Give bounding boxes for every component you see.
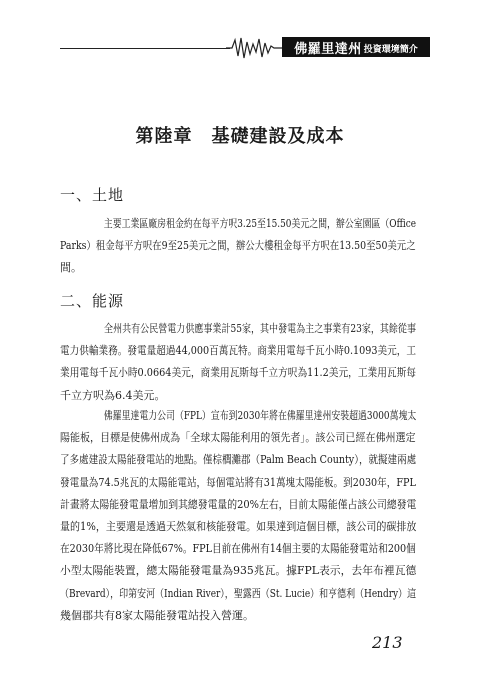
section-heading-energy: 二、能源 — [60, 292, 125, 310]
text-line: 業用電每千瓦小時0.0664美元，商業用瓦斯每千立方呎為11.2美元，工業用瓦斯每 — [60, 366, 416, 380]
header-banner — [282, 37, 430, 57]
text-line: 主要工業區廠房租金約在每平方呎3.25至15.50美元之間，辦公室園區（Office — [86, 217, 417, 230]
text-line: 發電量為74.5兆瓦的太陽能電站，每個電站將有31萬塊太陽能板。到2030年，FPL — [60, 475, 416, 489]
text-line: 陽能板，目標是使佛州成為「全球太陽能利用的領先者」。該公司已經在佛州選定 — [60, 431, 416, 445]
text-line: 在2030年將比現在降低67%。FPL目前在佛州有14個主要的太陽能發電站和200個 — [60, 542, 416, 556]
text-line: 小型太陽能裝置，總太陽能發電量為935兆瓦。據FPL表示，去年布裡瓦德 — [60, 564, 417, 578]
paragraph-land — [60, 213, 417, 280]
header-title-main: 佛羅里達州 — [294, 41, 362, 57]
chapter-title: 第陸章 基礎建設及成本 — [135, 126, 345, 147]
header-title-sub: 投資環境簡介 — [363, 45, 418, 55]
section-heading-land: 一、土地 — [60, 186, 125, 204]
text-line: 千立方呎為6.4美元。 — [60, 388, 166, 402]
text-line: （Brevard），印第安河（Indian River），聖露西（St. Lucie）和亨德利（Hendry）這 — [60, 586, 417, 600]
paragraph-energy-1 — [60, 318, 416, 407]
text-line: 計畫將太陽能發電量增加到其總發電量的20%左右，目前太陽能僅占該公司總發電 — [60, 497, 417, 511]
text-line: 間。 — [60, 261, 82, 275]
text-line: 了多處建設太陽能發電站的地點。僅棕櫚灘郡（Palm Beach County），就擬建兩處 — [60, 453, 417, 467]
heartbeat-wave-icon — [226, 36, 284, 62]
paragraph-energy-2 — [60, 405, 417, 627]
text-line: 佛羅里達電力公司（FPL）宣布到2030年將在佛羅里達州安裝超過3000萬塊太 — [86, 409, 417, 422]
text-line: 幾個郡共有8家太陽能發電站投入營運。 — [60, 608, 254, 622]
page-number: 213 — [372, 633, 403, 652]
text-line: 全州共有公民營電力供應事業計55家，其中發電為主之事業有23家，其餘從事 — [86, 322, 416, 335]
text-line: 量的1%，主要還是透過天然氣和核能發電。如果達到這個目標，該公司的碳排放 — [60, 520, 417, 534]
header-rule — [60, 48, 230, 49]
text-line: 電力供輸業務。發電量超過44,000百萬瓦特。商業用電每千瓦小時0.1093美元，工 — [60, 344, 416, 358]
text-line: Parks）租金每平方呎在9至25美元之間，辦公大樓租金每平方呎在13.50至50美元之 — [60, 239, 416, 253]
